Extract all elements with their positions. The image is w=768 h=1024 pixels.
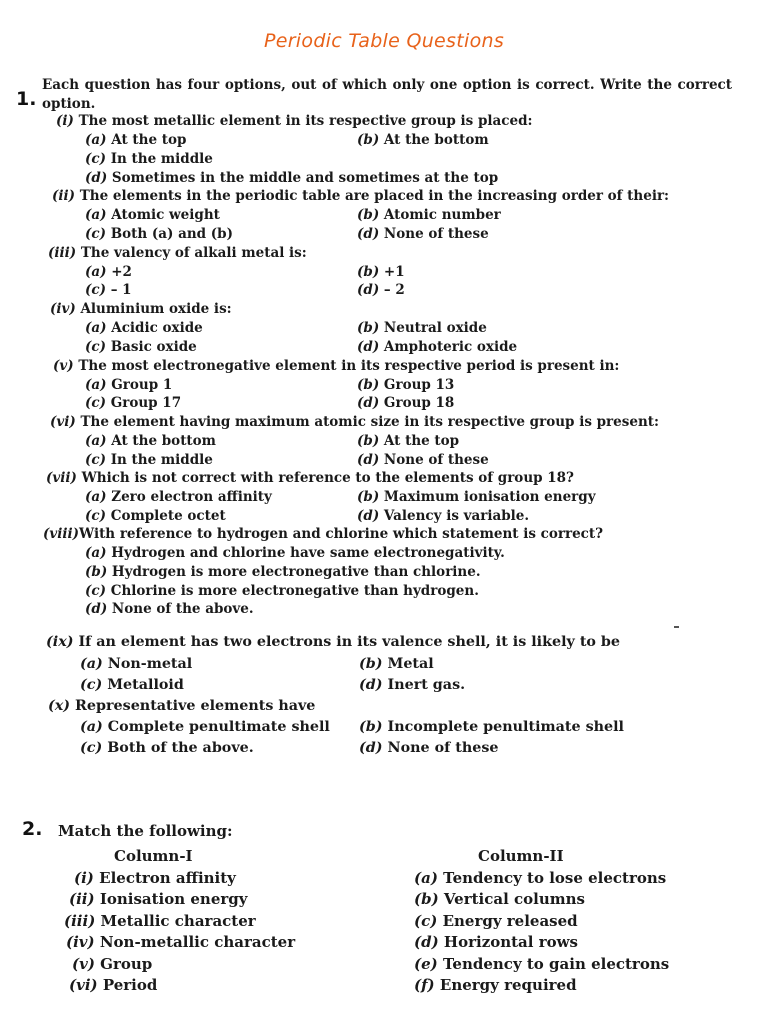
option-text: – 1 bbox=[110, 282, 132, 298]
question-text: With reference to hydrogen and chlorine which statement is correct? bbox=[79, 526, 604, 542]
option-a bbox=[80, 656, 192, 672]
question-1-instruction: Each question has four options, out of which only one option is correct. Write the correct option. bbox=[42, 77, 732, 112]
option-text: At the top bbox=[383, 433, 460, 449]
option-text: In the middle bbox=[110, 151, 213, 167]
option-b bbox=[357, 433, 459, 449]
option-label: (d) bbox=[357, 452, 380, 468]
match-right-item bbox=[414, 955, 669, 973]
option-d bbox=[357, 395, 454, 411]
option-text: Complete penultimate shell bbox=[107, 719, 330, 735]
option-label: (d) bbox=[85, 170, 108, 186]
option-text: Hydrogen and chlorine have same electronegativity. bbox=[111, 545, 505, 561]
option-a bbox=[85, 377, 172, 393]
option-text: Non-metal bbox=[107, 656, 193, 672]
option-text: Group 13 bbox=[383, 377, 455, 393]
item-number: (i) bbox=[74, 869, 94, 887]
item-text: Metallic character bbox=[100, 912, 256, 930]
question-number: (viii) bbox=[43, 526, 80, 542]
item-letter: (a) bbox=[414, 869, 438, 887]
item-text: Group bbox=[100, 955, 153, 973]
stray-mark bbox=[674, 626, 679, 628]
option-c bbox=[85, 583, 479, 599]
question-item bbox=[50, 414, 659, 430]
item-text: Tendency to lose electrons bbox=[443, 869, 667, 887]
question-item bbox=[46, 634, 620, 650]
option-text: At the bottom bbox=[383, 132, 489, 148]
option-b bbox=[357, 264, 405, 280]
option-text: Chlorine is more electronegative than hydrogen. bbox=[110, 583, 479, 599]
option-label: (b) bbox=[359, 719, 383, 735]
option-b bbox=[359, 719, 624, 735]
option-c bbox=[85, 508, 226, 524]
match-right-item bbox=[414, 976, 577, 994]
option-label: (c) bbox=[85, 452, 106, 468]
option-label: (b) bbox=[357, 207, 380, 223]
question-text: The most metallic element in its respective group is placed: bbox=[78, 113, 533, 129]
question-item bbox=[52, 188, 669, 204]
option-label: (d) bbox=[357, 339, 380, 355]
option-a bbox=[85, 207, 220, 223]
option-text: None of these bbox=[383, 452, 489, 468]
option-label: (a) bbox=[80, 719, 103, 735]
option-label: (d) bbox=[359, 677, 383, 693]
item-number: (ii) bbox=[69, 890, 95, 908]
option-label: (c) bbox=[85, 508, 106, 524]
option-text: – 2 bbox=[383, 282, 405, 298]
option-text: Complete octet bbox=[110, 508, 226, 524]
question-item bbox=[46, 470, 574, 486]
option-label: (a) bbox=[85, 489, 107, 505]
item-text: Energy required bbox=[439, 976, 577, 994]
page-title: Periodic Table Questions bbox=[263, 30, 505, 52]
option-label: (c) bbox=[85, 226, 106, 242]
question-item bbox=[43, 526, 603, 542]
match-right-item bbox=[414, 890, 585, 908]
match-right-item bbox=[414, 933, 578, 951]
option-d bbox=[357, 226, 489, 242]
question-item bbox=[56, 113, 533, 129]
question-item bbox=[48, 245, 307, 261]
option-d bbox=[85, 170, 498, 186]
option-text: +1 bbox=[383, 264, 405, 280]
item-text: Electron affinity bbox=[99, 869, 236, 887]
option-text: At the top bbox=[111, 132, 187, 148]
item-letter: (f) bbox=[414, 976, 435, 994]
question-number: (i) bbox=[56, 113, 74, 129]
option-label: (b) bbox=[357, 433, 380, 449]
item-text: Ionisation energy bbox=[99, 890, 248, 908]
option-text: Incomplete penultimate shell bbox=[387, 719, 624, 735]
question-2-number: 2. bbox=[22, 818, 43, 840]
option-b bbox=[357, 320, 487, 336]
question-1-number: 1. bbox=[16, 88, 37, 110]
item-number: (vi) bbox=[69, 976, 98, 994]
question-item bbox=[50, 301, 232, 317]
option-label: (d) bbox=[357, 508, 380, 524]
question-number: (iv) bbox=[50, 301, 76, 317]
option-c bbox=[85, 339, 197, 355]
option-d bbox=[85, 601, 254, 617]
option-label: (a) bbox=[85, 207, 107, 223]
option-text: Group 17 bbox=[110, 395, 182, 411]
option-text: At the bottom bbox=[111, 433, 216, 449]
option-text: Sometimes in the middle and sometimes at the top bbox=[111, 170, 499, 186]
option-label: (c) bbox=[80, 740, 103, 756]
option-label: (c) bbox=[85, 151, 106, 167]
item-text: Tendency to gain electrons bbox=[442, 955, 670, 973]
option-label: (c) bbox=[80, 677, 103, 693]
item-number: (v) bbox=[72, 955, 95, 973]
match-left-item bbox=[69, 890, 247, 908]
option-text: Inert gas. bbox=[387, 677, 466, 693]
option-label: (b) bbox=[357, 489, 380, 505]
match-left-item bbox=[69, 976, 157, 994]
option-text: Basic oxide bbox=[110, 339, 197, 355]
option-text: Hydrogen is more electronegative than chlorine. bbox=[111, 564, 481, 580]
question-text: The valency of alkali metal is: bbox=[80, 245, 307, 261]
option-b bbox=[357, 207, 501, 223]
option-d bbox=[357, 452, 489, 468]
option-label: (c) bbox=[85, 282, 106, 298]
question-number: (ii) bbox=[52, 188, 76, 204]
match-right-item bbox=[414, 912, 578, 930]
option-a bbox=[80, 719, 330, 735]
item-number: (iii) bbox=[64, 912, 96, 930]
option-c bbox=[85, 452, 213, 468]
option-c bbox=[80, 740, 254, 756]
match-left-item bbox=[66, 933, 295, 951]
option-d bbox=[359, 740, 499, 756]
option-label: (b) bbox=[357, 320, 380, 336]
option-a bbox=[85, 320, 203, 336]
option-text: Group 1 bbox=[111, 377, 173, 393]
option-text: Atomic number bbox=[383, 207, 501, 223]
option-label: (d) bbox=[357, 226, 380, 242]
option-c bbox=[85, 282, 132, 298]
match-left-item bbox=[74, 869, 236, 887]
option-c bbox=[85, 151, 213, 167]
question-text: Aluminium oxide is: bbox=[80, 301, 232, 317]
question-text: Representative elements have bbox=[75, 698, 316, 714]
option-a bbox=[85, 132, 186, 148]
question-text: Which is not correct with reference to the elements of group 18? bbox=[81, 470, 574, 486]
option-a bbox=[85, 489, 272, 505]
option-text: Both (a) and (b) bbox=[110, 226, 234, 242]
item-number: (iv) bbox=[66, 933, 95, 951]
option-b bbox=[359, 656, 434, 672]
match-left-item bbox=[72, 955, 152, 973]
question-item bbox=[48, 698, 315, 714]
option-text: Neutral oxide bbox=[383, 320, 487, 336]
item-letter: (b) bbox=[414, 890, 439, 908]
option-d bbox=[359, 677, 465, 693]
option-label: (b) bbox=[359, 656, 383, 672]
question-text: If an element has two electrons in its valence shell, it is likely to be bbox=[78, 634, 621, 650]
item-letter: (e) bbox=[414, 955, 438, 973]
option-label: (c) bbox=[85, 583, 106, 599]
item-letter: (d) bbox=[414, 933, 439, 951]
option-text: Zero electron affinity bbox=[111, 489, 272, 505]
option-text: Both of the above. bbox=[107, 740, 254, 756]
match-right-item bbox=[414, 869, 666, 887]
item-text: Horizontal rows bbox=[443, 933, 578, 951]
option-text: Metal bbox=[387, 656, 434, 672]
option-label: (b) bbox=[357, 132, 380, 148]
option-text: None of the above. bbox=[111, 601, 254, 617]
option-a bbox=[85, 433, 216, 449]
option-label: (d) bbox=[357, 395, 380, 411]
option-text: None of these bbox=[383, 226, 489, 242]
option-label: (d) bbox=[357, 282, 380, 298]
option-label: (b) bbox=[85, 564, 108, 580]
question-text: The most electronegative element in its respective period is present in: bbox=[78, 358, 620, 374]
option-label: (d) bbox=[359, 740, 383, 756]
option-text: Metalloid bbox=[107, 677, 184, 693]
option-label: (a) bbox=[85, 545, 107, 561]
option-text: In the middle bbox=[110, 452, 213, 468]
column-2-title: Column-II bbox=[478, 847, 564, 865]
option-c bbox=[80, 677, 184, 693]
question-2-heading: Match the following: bbox=[58, 822, 233, 840]
question-number: (vii) bbox=[46, 470, 77, 486]
option-d bbox=[357, 508, 529, 524]
option-label: (a) bbox=[80, 656, 103, 672]
option-text: Maximum ionisation energy bbox=[383, 489, 596, 505]
option-a bbox=[85, 545, 505, 561]
item-text: Non-metallic character bbox=[99, 933, 296, 951]
question-item bbox=[53, 358, 619, 374]
question-text: The elements in the periodic table are placed in the increasing order of their: bbox=[79, 188, 670, 204]
option-text: Amphoteric oxide bbox=[383, 339, 518, 355]
option-label: (d) bbox=[85, 601, 108, 617]
option-label: (a) bbox=[85, 320, 107, 336]
option-label: (c) bbox=[85, 395, 106, 411]
item-letter: (c) bbox=[414, 912, 438, 930]
item-text: Energy released bbox=[442, 912, 578, 930]
option-text: Group 18 bbox=[383, 395, 455, 411]
option-b bbox=[357, 489, 596, 505]
option-a bbox=[85, 264, 132, 280]
option-text: None of these bbox=[387, 740, 499, 756]
option-text: Valency is variable. bbox=[383, 508, 530, 524]
question-number: (v) bbox=[53, 358, 74, 374]
question-text: The element having maximum atomic size in its respective group is present: bbox=[80, 414, 659, 430]
option-label: (c) bbox=[85, 339, 106, 355]
option-d bbox=[357, 339, 517, 355]
option-label: (a) bbox=[85, 433, 107, 449]
option-d bbox=[357, 282, 405, 298]
column-1-title: Column-I bbox=[114, 847, 193, 865]
item-text: Vertical columns bbox=[443, 890, 585, 908]
option-c bbox=[85, 226, 233, 242]
question-number: (iii) bbox=[48, 245, 77, 261]
question-number: (ix) bbox=[46, 634, 74, 650]
option-label: (a) bbox=[85, 377, 107, 393]
match-left-item bbox=[64, 912, 256, 930]
option-label: (a) bbox=[85, 264, 107, 280]
option-b bbox=[357, 132, 489, 148]
option-label: (a) bbox=[85, 132, 107, 148]
option-c bbox=[85, 395, 181, 411]
option-b bbox=[85, 564, 481, 580]
option-b bbox=[357, 377, 454, 393]
option-label: (b) bbox=[357, 377, 380, 393]
question-number: (vi) bbox=[50, 414, 76, 430]
option-text: Acidic oxide bbox=[111, 320, 203, 336]
option-text: +2 bbox=[111, 264, 132, 280]
question-number: (x) bbox=[48, 698, 71, 714]
option-label: (b) bbox=[357, 264, 380, 280]
option-text: Atomic weight bbox=[111, 207, 220, 223]
item-text: Period bbox=[102, 976, 158, 994]
